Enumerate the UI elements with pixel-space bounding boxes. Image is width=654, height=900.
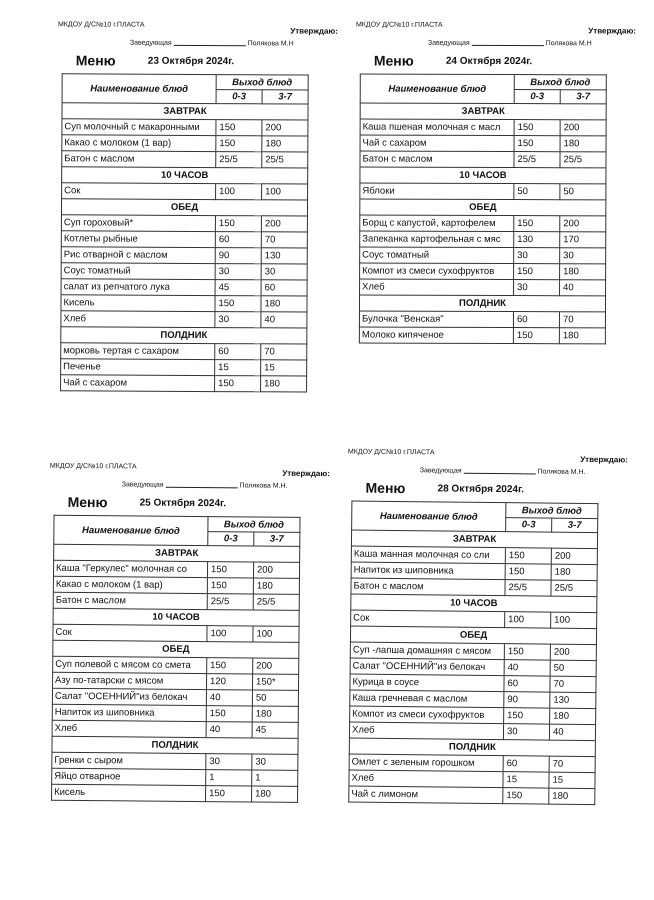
dish-name: Суп -лапша домашняя с мясом (350, 642, 504, 660)
dish-name: Салат "ОСЕННИЙ"из белокач (52, 688, 206, 705)
table-row (61, 311, 307, 328)
portion-0-3: 60 (513, 312, 559, 328)
dish-name: Напиток из шиповника (351, 562, 505, 580)
portion-3-7: 180 (550, 708, 596, 724)
portion-0-3: 150 (207, 562, 253, 578)
portion-0-3: 150 (216, 120, 262, 136)
head-signature-line (428, 40, 592, 48)
portion-3-7: 60 (261, 280, 307, 296)
org-name: МКДОУ Д/С№10 г.ПЛАСТА (355, 21, 443, 29)
portion-0-3: 120 (206, 674, 252, 690)
dish-name: Булочка "Венская" (359, 311, 513, 328)
dish-name: Кисель (61, 295, 215, 312)
portion-0-3: 150 (207, 658, 253, 674)
dish-name: Компот из смеси сухофруктов (350, 706, 504, 724)
portion-3-7: 40 (261, 312, 307, 328)
section-row (61, 199, 307, 216)
portion-3-7: 70 (261, 344, 307, 360)
dish-name: Сок (53, 624, 207, 641)
section-title: 10 ЧАСОВ (53, 608, 299, 626)
signature-line (472, 45, 544, 46)
dish-name: Сок (351, 610, 505, 628)
portion-0-3: 15 (215, 360, 261, 376)
column-dish-name: Наименование блюд (54, 515, 208, 545)
dish-name: Хлеб (61, 311, 215, 328)
section-title: ЗАВТРАК (62, 103, 308, 120)
portion-0-3: 150 (505, 548, 551, 564)
portion-3-7: 180 (252, 786, 298, 802)
dish-name: Напиток из шиповника (52, 704, 206, 721)
table-row (359, 327, 605, 344)
menu-title: Меню (365, 479, 406, 497)
menu-sheet (347, 444, 638, 802)
portion-3-7: 15 (549, 772, 595, 788)
dish-name: Омлет с зеленым горошком (349, 754, 503, 772)
portion-3-7: 180 (261, 296, 307, 312)
section-row (61, 327, 307, 344)
dish-name: Суп молочный с макаронными (62, 119, 216, 136)
column-dish-name: Наименование блюд (360, 74, 514, 104)
table-row (360, 135, 606, 152)
menu-date: 25 Октября 2024г. (139, 497, 227, 510)
portion-0-3: 30 (514, 280, 560, 296)
portion-3-7: 50 (550, 660, 596, 676)
section-row (62, 103, 308, 120)
portion-0-3: 150 (514, 216, 560, 232)
section-title: ОБЕД (350, 626, 596, 645)
portion-0-3: 90 (215, 248, 261, 264)
age-group-3-7: 3-7 (560, 90, 606, 104)
section-title: ПОЛДНИК (349, 738, 595, 757)
portion-0-3: 30 (503, 724, 549, 740)
portion-0-3: 150 (215, 376, 261, 392)
portion-0-3: 60 (504, 676, 550, 692)
age-group-0-3: 0-3 (208, 532, 254, 546)
portion-0-3: 40 (504, 660, 550, 676)
dish-name: Батон с маслом (53, 592, 207, 609)
portion-0-3: 30 (514, 248, 560, 264)
table-row (360, 231, 606, 248)
dish-name: Азу по-татарски с мясом (53, 672, 207, 689)
dish-name: Рис отварной с маслом (61, 247, 215, 264)
table-row (52, 784, 298, 802)
portion-0-3: 150 (513, 328, 559, 344)
table-row (360, 263, 606, 280)
column-dish-name: Наименование блюд (62, 74, 216, 104)
portion-3-7: 70 (261, 232, 307, 248)
portion-3-7: 100 (551, 612, 597, 628)
table-header-row (352, 501, 598, 519)
dish-name: Компот из смеси сухофруктов (360, 263, 514, 280)
section-row (62, 167, 308, 184)
age-group-3-7: 3-7 (254, 532, 300, 546)
section-title: ОБЕД (360, 199, 606, 216)
column-yield: Выход блюд (216, 75, 308, 91)
head-name: Полякова М.Н. (239, 482, 288, 490)
section-row (360, 103, 606, 120)
table-row (61, 359, 307, 376)
table-row (61, 279, 307, 296)
head-signature-line (420, 467, 586, 476)
portion-3-7: 50 (252, 690, 298, 706)
dish-name: Хлеб (360, 279, 514, 296)
portion-3-7: 200 (261, 216, 307, 232)
age-group-3-7: 3-7 (552, 518, 598, 532)
head-name: Полякова М.Н (545, 40, 592, 48)
head-label: Заведующая (121, 481, 164, 489)
section-title: 10 ЧАСОВ (351, 594, 597, 613)
dish-name: Батон с маслом (62, 151, 216, 168)
portion-3-7: 180 (559, 328, 605, 344)
table-row (349, 786, 595, 805)
portion-0-3: 40 (206, 722, 252, 738)
section-title: 10 ЧАСОВ (62, 167, 308, 184)
portion-0-3: 150 (216, 136, 262, 152)
signature-line (174, 45, 246, 46)
portion-0-3: 150 (207, 578, 253, 594)
menu-table (60, 73, 309, 392)
portion-3-7: 30 (252, 754, 298, 770)
column-yield: Выход блюд (506, 503, 598, 519)
table-row (62, 183, 308, 200)
dish-name: Кисель (52, 784, 206, 801)
head-label: Заведующая (419, 467, 462, 475)
table-row (360, 247, 606, 264)
dish-name: Хлеб (52, 720, 206, 737)
portion-0-3: 150 (504, 644, 550, 660)
dish-name: Запеканка картофельная с мяс (360, 231, 514, 248)
portion-0-3: 150 (514, 136, 560, 152)
section-title: ЗАВТРАК (360, 103, 606, 120)
dish-name: Каша "Геркулес" молочная со (53, 560, 207, 577)
menu-sheet (355, 17, 646, 342)
org-name: МКДОУ Д/С№10 г.ПЛАСТА (49, 462, 137, 471)
portion-3-7: 180 (549, 788, 595, 804)
portion-3-7: 200 (551, 548, 597, 564)
dish-name: Чай с лимоном (349, 786, 503, 804)
section-title: ПОЛДНИК (52, 736, 298, 754)
dish-name: Батон с маслом (351, 578, 505, 596)
menu-date: 24 Октября 2024г. (445, 55, 533, 68)
portion-3-7: 70 (550, 676, 596, 692)
portion-0-3: 30 (215, 264, 261, 280)
portion-0-3: 150 (215, 216, 261, 232)
dish-name: Котлеты рыбные (61, 231, 215, 248)
table-row (62, 151, 308, 168)
portion-0-3: 60 (503, 756, 549, 772)
portion-3-7: 130 (550, 692, 596, 708)
table-row (61, 247, 307, 264)
section-title: ПОЛДНИК (359, 295, 605, 312)
portion-3-7: 70 (559, 312, 605, 328)
age-group-0-3: 0-3 (506, 518, 552, 532)
column-yield: Выход блюд (514, 75, 606, 90)
dish-name: Яблоки (360, 183, 514, 200)
table-row (61, 263, 307, 280)
dish-name: Курица в соусе (350, 674, 504, 692)
table-row (61, 295, 307, 312)
portion-3-7: 25/5 (262, 152, 308, 168)
portion-0-3: 150 (215, 296, 261, 312)
portion-3-7: 150* (252, 674, 298, 690)
portion-3-7: 50 (560, 184, 606, 200)
menu-table (359, 74, 607, 345)
org-name: МКДОУ Д/С№10 г.ПЛАСТА (347, 448, 435, 457)
portion-3-7: 180 (253, 578, 299, 594)
dish-name: Салат "ОСЕННИЙ"из белокач (350, 658, 504, 676)
portion-3-7: 200 (253, 562, 299, 578)
dish-name: Печенье (61, 359, 215, 376)
table-row (360, 119, 606, 136)
dish-name: Батон с маслом (360, 151, 514, 168)
portion-0-3: 25/5 (207, 594, 253, 610)
portion-3-7: 130 (261, 248, 307, 264)
portion-0-3: 50 (514, 184, 560, 200)
column-yield: Выход блюд (208, 517, 300, 533)
portion-0-3: 130 (514, 232, 560, 248)
table-row (61, 231, 307, 248)
portion-0-3: 15 (503, 772, 549, 788)
portion-0-3: 150 (514, 264, 560, 280)
portion-0-3: 25/5 (216, 152, 262, 168)
dish-name: Каша пшеная молочная с масл (360, 119, 514, 136)
portion-0-3: 150 (206, 786, 252, 802)
portion-3-7: 100 (253, 626, 299, 642)
portion-3-7: 200 (253, 658, 299, 674)
portion-3-7: 30 (261, 264, 307, 280)
portion-0-3: 150 (505, 564, 551, 580)
dish-name: Суп гороховый* (61, 215, 215, 232)
portion-0-3: 150 (504, 708, 550, 724)
portion-0-3: 150 (503, 788, 549, 804)
menu-sheet (57, 17, 348, 390)
dish-name: Каша гречневая с маслом (350, 690, 504, 708)
menu-date: 23 Октября 2024г. (147, 55, 235, 68)
approval-label: Утверждаю: (588, 26, 636, 36)
column-dish-name: Наименование блюд (352, 501, 506, 532)
portion-3-7: 180 (560, 136, 606, 152)
menu-table (348, 501, 598, 806)
portion-0-3: 40 (206, 690, 252, 706)
table-row (62, 135, 308, 152)
portion-3-7: 25/5 (551, 580, 597, 596)
dish-name: Яйцо отварное (52, 768, 206, 785)
portion-0-3: 90 (504, 692, 550, 708)
dish-name: Чай с сахаром (61, 375, 215, 392)
menu-title: Меню (373, 52, 414, 69)
portion-3-7: 25/5 (560, 152, 606, 168)
menu-title: Меню (75, 52, 116, 69)
head-label: Заведующая (427, 39, 470, 47)
head-label: Заведующая (129, 39, 172, 47)
dish-name: морковь тертая с сахаром (61, 343, 215, 360)
table-row (360, 183, 606, 200)
portion-3-7: 180 (560, 264, 606, 280)
portion-3-7: 200 (560, 120, 606, 136)
dish-name: Каша манная молочная со сли (351, 546, 505, 564)
table-row (61, 343, 307, 360)
menu-table (51, 515, 300, 803)
portion-3-7: 45 (252, 722, 298, 738)
portion-3-7: 40 (549, 724, 595, 740)
dish-name: Хлеб (349, 722, 503, 740)
portion-3-7: 30 (560, 248, 606, 264)
section-title: ОБЕД (53, 640, 299, 658)
age-group-0-3: 0-3 (514, 90, 560, 104)
table-header-row (54, 515, 300, 532)
section-title: ПОЛДНИК (61, 327, 307, 344)
org-name: МКДОУ Д/С№10 г.ПЛАСТА (57, 21, 145, 29)
table-row (359, 311, 605, 328)
section-row (359, 295, 605, 312)
table-row (360, 279, 606, 296)
age-group-0-3: 0-3 (216, 90, 262, 104)
dish-name: Гренки с сыром (52, 752, 206, 769)
table-row (62, 119, 308, 136)
portion-3-7: 170 (560, 232, 606, 248)
portion-0-3: 100 (216, 184, 262, 200)
portion-0-3: 1 (206, 770, 252, 786)
head-signature-line (130, 40, 294, 48)
dish-name: Борщ с капустой, картофелем (360, 215, 514, 232)
dish-name: Соус томатный (360, 247, 514, 264)
portion-0-3: 100 (505, 612, 551, 628)
head-signature-line (122, 481, 288, 489)
portion-3-7: 180 (252, 706, 298, 722)
portion-0-3: 30 (215, 312, 261, 328)
head-name: Полякова М.Н (247, 40, 294, 48)
portion-0-3: 30 (206, 754, 252, 770)
portion-3-7: 40 (560, 280, 606, 296)
dish-name: Чай с сахаром (360, 135, 514, 152)
portion-3-7: 100 (262, 184, 308, 200)
portion-0-3: 100 (207, 626, 253, 642)
portion-3-7: 25/5 (253, 594, 299, 610)
portion-0-3: 60 (215, 344, 261, 360)
portion-0-3: 60 (215, 232, 261, 248)
portion-3-7: 15 (261, 360, 307, 376)
dish-name: Какао с молоком (1 вар) (53, 576, 207, 593)
menu-date: 28 Октября 2024г. (437, 483, 524, 496)
portion-0-3: 25/5 (514, 152, 560, 168)
section-title: 10 ЧАСОВ (360, 167, 606, 184)
signature-line (166, 487, 238, 489)
dish-name: Сок (62, 183, 216, 200)
section-title: ЗАВТРАК (54, 544, 300, 562)
dish-name: Молоко кипяченое (359, 327, 513, 344)
section-row (360, 199, 606, 216)
table-header-row (62, 74, 308, 90)
dish-name: Соус томатный (61, 263, 215, 280)
portion-3-7: 200 (560, 216, 606, 232)
portion-0-3: 150 (206, 706, 252, 722)
head-name: Полякова М.Н. (537, 468, 586, 476)
portion-0-3: 150 (514, 120, 560, 136)
table-row (61, 215, 307, 232)
table-row (360, 151, 606, 168)
portion-0-3: 25/5 (505, 580, 551, 596)
table-header-row (360, 74, 606, 90)
portion-3-7: 180 (261, 376, 307, 392)
section-title: ЗАВТРАК (351, 530, 597, 549)
dish-name: Хлеб (349, 770, 503, 788)
approval-label: Утверждаю: (580, 454, 628, 465)
portion-3-7: 200 (262, 120, 308, 136)
dish-name: салат из репчатого лука (61, 279, 215, 296)
portion-3-7: 180 (262, 136, 308, 152)
portion-0-3: 45 (215, 280, 261, 296)
table-row (61, 375, 307, 392)
portion-3-7: 1 (252, 770, 298, 786)
table-row (360, 215, 606, 232)
age-group-3-7: 3-7 (262, 90, 308, 104)
portion-3-7: 200 (550, 644, 596, 660)
portion-3-7: 70 (549, 756, 595, 772)
portion-3-7: 180 (551, 564, 597, 580)
dish-name: Какао с молоком (1 вар) (62, 135, 216, 152)
section-row (360, 167, 606, 184)
section-title: ОБЕД (61, 199, 307, 216)
approval-label: Утверждаю: (282, 468, 330, 479)
menu-title: Меню (67, 493, 108, 511)
menu-sheet (49, 459, 340, 800)
approval-label: Утверждаю: (290, 26, 338, 36)
signature-line (463, 473, 535, 475)
dish-name: Суп полевой с мясом со смета (53, 656, 207, 673)
